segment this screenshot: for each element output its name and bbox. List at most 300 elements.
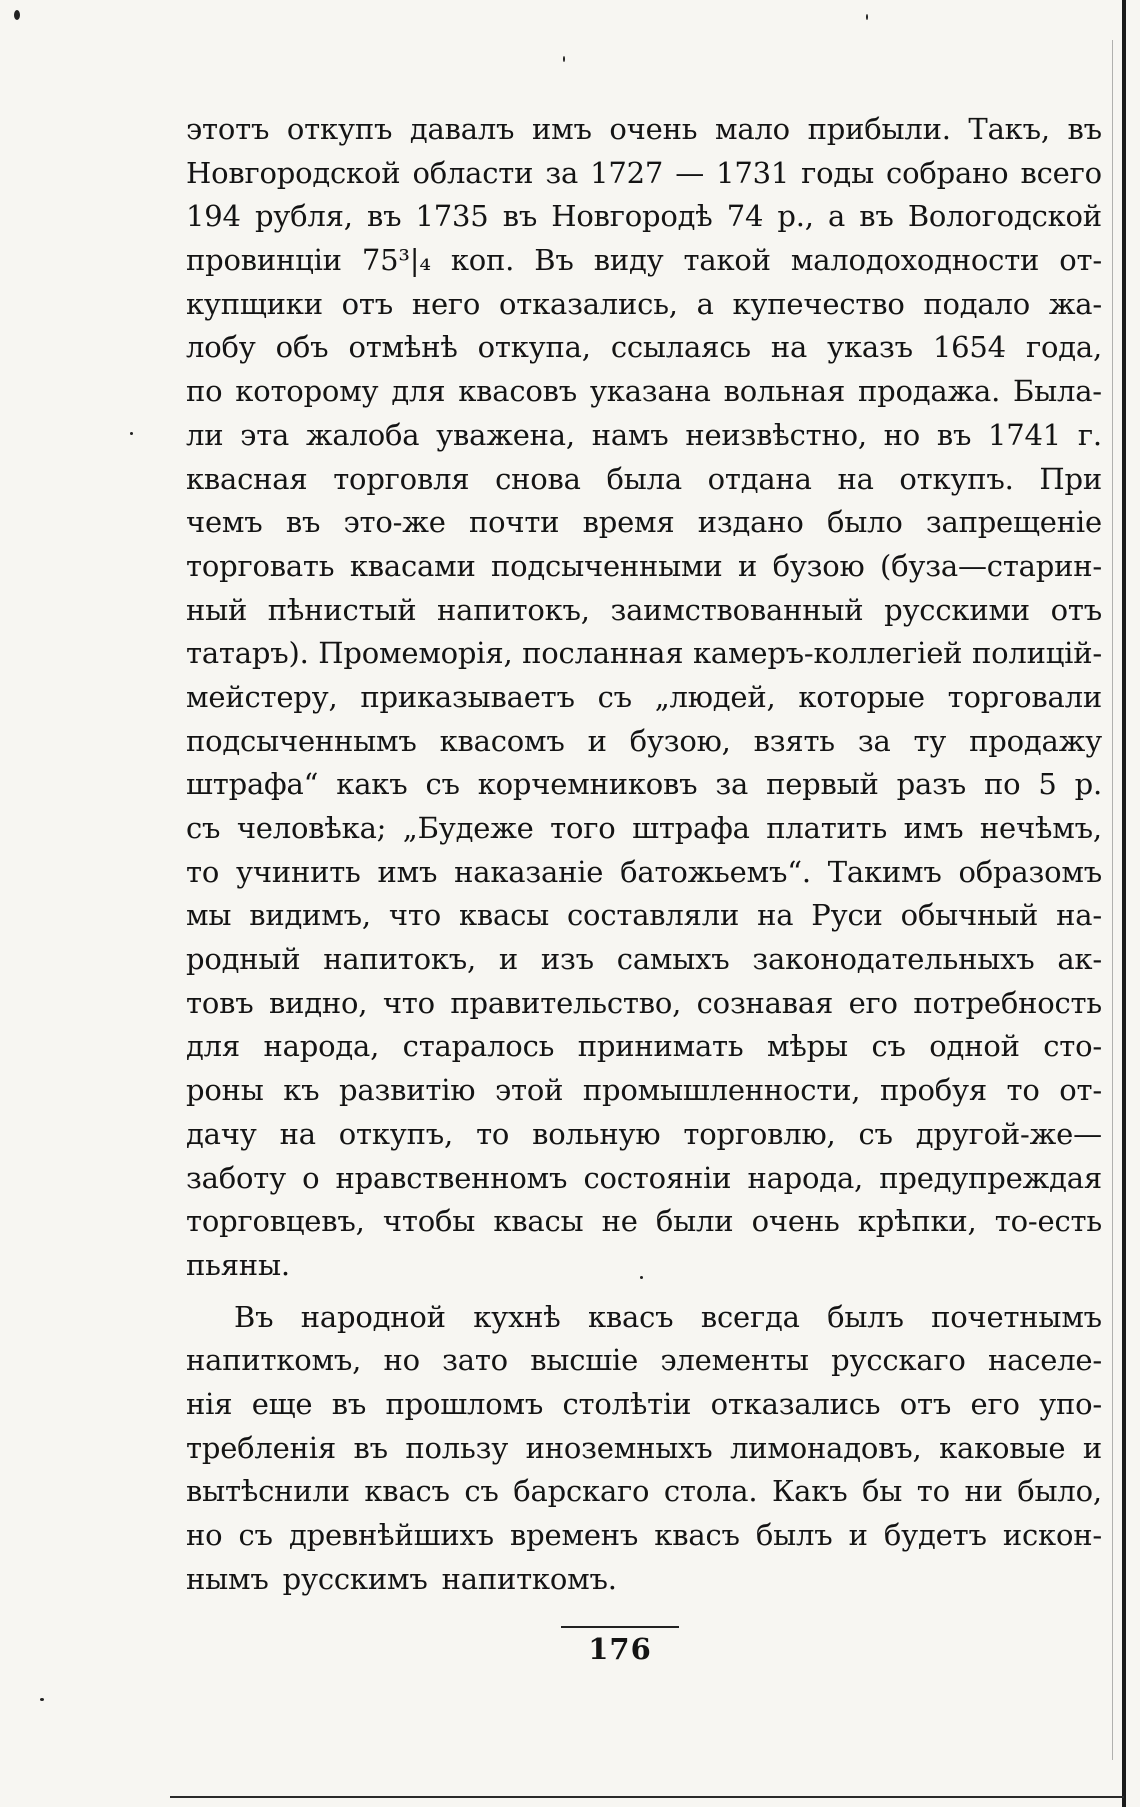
word: Въ	[234, 1299, 274, 1334]
word: другой-же—	[915, 1116, 1102, 1151]
word: еще	[251, 1386, 313, 1421]
word: будетъ	[883, 1518, 987, 1552]
word: штрафа“	[186, 767, 319, 802]
word: указъ	[827, 330, 913, 365]
word: откупъ.	[899, 461, 1014, 496]
word: Въ	[534, 243, 574, 278]
word: купщики	[186, 286, 323, 321]
text-line	[186, 545, 1102, 589]
text-line	[186, 632, 1102, 676]
word: законодательныхъ	[752, 942, 1035, 977]
word: состоянiи	[583, 1160, 732, 1195]
word: требленiя	[186, 1430, 336, 1465]
body-text	[186, 108, 1102, 1601]
word: торговлю,	[683, 1116, 836, 1151]
word: такой	[683, 243, 771, 278]
word: отдана	[707, 461, 812, 496]
word: въ	[353, 1430, 388, 1465]
word: Промеморiя,	[318, 636, 513, 671]
word: и	[1082, 1430, 1102, 1465]
word: съ	[871, 1029, 906, 1064]
word: съ	[464, 1474, 499, 1509]
page-number: 176	[588, 1632, 652, 1666]
word: барскаго	[513, 1474, 650, 1509]
word: за	[857, 723, 891, 758]
word: пробуя	[879, 1073, 987, 1108]
word: р.,	[777, 199, 814, 234]
word: малодоходности	[790, 243, 1040, 278]
word: запрещенiе	[925, 505, 1102, 540]
word: 1654	[932, 330, 1006, 365]
word: всего	[1020, 155, 1102, 190]
word: и	[587, 723, 607, 758]
text-line	[186, 720, 1102, 764]
text-line	[186, 1514, 1102, 1558]
word: полицiй-	[971, 636, 1102, 671]
word: подсыченными	[491, 548, 723, 583]
word: вольную	[532, 1116, 661, 1151]
word: неизвѣстно,	[685, 417, 867, 452]
page-edge-shadow	[1122, 0, 1126, 1807]
word: издано	[697, 505, 804, 540]
word: образомъ	[958, 854, 1102, 889]
word: от-	[1059, 243, 1102, 278]
word: съ	[425, 767, 460, 802]
word: въ	[936, 417, 972, 452]
text-line	[186, 458, 1102, 502]
word: высшiе	[530, 1343, 639, 1378]
word: подало	[923, 286, 1031, 321]
word: 1741	[988, 417, 1062, 452]
word: жа-	[1048, 286, 1102, 321]
word: что	[382, 985, 435, 1020]
word: от-	[1059, 1073, 1102, 1108]
word: ту	[913, 723, 947, 758]
word: ли	[186, 417, 224, 452]
word: приказываетъ	[360, 679, 575, 714]
text-line	[186, 807, 1102, 851]
word: народа,	[263, 1029, 380, 1064]
word: временъ	[510, 1518, 639, 1552]
word: нечѣмъ,	[979, 811, 1102, 845]
word: камеръ-коллегiей	[692, 636, 963, 671]
word: подсыченнымъ	[186, 723, 417, 758]
word: но	[186, 1518, 223, 1552]
word: него	[411, 286, 481, 321]
word: за	[545, 155, 579, 190]
word: которому	[235, 374, 379, 409]
word: При	[1039, 461, 1102, 496]
word: напитокъ,	[323, 942, 477, 977]
word: того	[550, 811, 616, 845]
word: давалъ	[409, 112, 515, 146]
text-line	[186, 676, 1102, 720]
word: по	[983, 767, 1021, 802]
word: съ	[186, 811, 221, 845]
word: торговля	[333, 461, 470, 496]
text-line	[186, 763, 1102, 807]
word: на	[837, 461, 874, 496]
word: видимъ,	[249, 898, 371, 933]
word: взять	[753, 723, 835, 758]
word: квасы	[458, 898, 550, 933]
text-line	[186, 195, 1102, 239]
word: была	[606, 461, 682, 496]
word: о	[302, 1160, 320, 1195]
word: въ	[1067, 112, 1102, 146]
word: народа,	[747, 1160, 864, 1195]
word: (буза—старин-	[880, 548, 1102, 583]
word: самыхъ	[616, 942, 730, 977]
text-line	[186, 1558, 1102, 1602]
word: не	[601, 1204, 638, 1239]
print-speck	[866, 14, 868, 20]
text-line	[186, 1427, 1102, 1471]
word: продажа.	[858, 374, 1001, 409]
word: Была-	[1013, 374, 1102, 409]
word: какъ	[336, 767, 408, 802]
word: —	[675, 155, 705, 190]
word: платить	[766, 811, 888, 845]
word: отъ	[341, 286, 394, 321]
word: ак-	[1057, 942, 1102, 977]
word: квасная	[186, 461, 308, 496]
word: въ	[859, 199, 894, 234]
word: ный	[186, 592, 248, 627]
word: каковые	[939, 1430, 1066, 1465]
word: квасы	[493, 1204, 584, 1239]
word: учинить	[235, 854, 361, 889]
word: населе-	[987, 1343, 1102, 1378]
word: составляли	[567, 898, 740, 933]
word: года,	[1025, 330, 1102, 365]
word: откупа,	[477, 330, 591, 365]
word: съ	[858, 1116, 893, 1151]
word: „людей,	[654, 679, 776, 714]
word: торговали	[947, 679, 1102, 714]
word: древнѣйшихъ	[288, 1518, 494, 1552]
word: 1727	[590, 155, 664, 190]
word: то	[476, 1116, 510, 1151]
word: принимать	[577, 1029, 744, 1064]
word: бы	[862, 1474, 903, 1509]
print-speck	[14, 10, 20, 20]
word: продажу	[969, 723, 1102, 758]
word: развитiю	[339, 1073, 476, 1108]
word: роны	[186, 1073, 264, 1108]
word: по	[186, 374, 223, 409]
word: на	[757, 898, 794, 933]
word: Какъ	[771, 1474, 848, 1509]
word: Такимъ	[827, 854, 942, 889]
word: съ	[597, 679, 632, 714]
word: было	[826, 505, 903, 540]
word: квасами	[349, 548, 476, 583]
text-line	[186, 1470, 1102, 1514]
word: нымъ	[186, 1561, 269, 1596]
word: это-же	[343, 505, 446, 540]
word: товъ	[186, 985, 254, 1020]
word: бузою,	[629, 723, 731, 758]
word: русскими	[884, 592, 1030, 627]
word: сто-	[1043, 1029, 1102, 1064]
word: стола.	[663, 1474, 758, 1509]
text-line	[186, 894, 1102, 938]
word: то	[916, 1474, 950, 1509]
word: вольная	[723, 374, 846, 409]
text-line	[186, 1339, 1102, 1383]
word: въ	[502, 199, 538, 234]
word: первый	[766, 767, 879, 802]
word: мѣры	[767, 1029, 848, 1064]
word: напиткомъ,	[186, 1343, 362, 1378]
word: имъ	[903, 811, 964, 845]
word: очень	[609, 112, 698, 146]
word: отмѣнѣ	[348, 330, 458, 365]
print-speck	[130, 432, 133, 435]
word: то	[1006, 1073, 1040, 1108]
word: къ	[283, 1073, 320, 1108]
word: эта	[240, 417, 290, 452]
word: очень	[751, 1204, 840, 1239]
word: дачу	[186, 1116, 257, 1151]
word: въ	[285, 505, 321, 540]
word: 75³|₄	[361, 243, 431, 278]
word: жалоба	[305, 417, 420, 452]
word: годы	[801, 155, 874, 190]
word: напитокъ,	[437, 592, 590, 627]
word: чтобы	[382, 1204, 476, 1239]
word: 5	[1038, 767, 1057, 802]
word: собрано	[886, 155, 1009, 190]
word: то	[186, 854, 220, 889]
word: посланная	[522, 636, 684, 671]
page-edge-line	[1112, 40, 1113, 1760]
word: татаръ).	[186, 636, 309, 671]
word: русскаго	[831, 1343, 966, 1378]
word: русскимъ	[282, 1561, 428, 1596]
text-line	[186, 1244, 1102, 1288]
word: за	[715, 767, 749, 802]
word: но	[883, 417, 921, 452]
text-line	[186, 501, 1102, 545]
word: были	[655, 1204, 734, 1239]
word: этотъ	[186, 112, 270, 146]
word: видно,	[268, 985, 368, 1020]
text-line	[186, 1025, 1102, 1069]
word: квасовъ	[458, 374, 578, 409]
word: рубля,	[254, 199, 353, 234]
word: откупъ	[286, 112, 393, 146]
word: его	[848, 985, 898, 1020]
word: провинцiи	[186, 243, 342, 278]
word: 1731	[716, 155, 790, 190]
word: заимствованный	[610, 592, 864, 627]
word: но	[383, 1343, 420, 1378]
word: на	[770, 330, 808, 365]
text-line	[186, 370, 1102, 414]
word: 194	[186, 199, 241, 234]
word: области	[412, 155, 534, 190]
word: что	[388, 898, 441, 933]
text-line	[186, 1200, 1102, 1244]
print-speck	[40, 1698, 44, 1701]
word: на	[279, 1116, 316, 1151]
word: Руси	[811, 898, 883, 933]
word: Такъ,	[968, 112, 1050, 146]
word: крѣпки,	[857, 1204, 977, 1239]
word: нiя	[186, 1386, 233, 1421]
word: зато	[442, 1343, 508, 1378]
word: былъ	[827, 1299, 904, 1334]
word: корчемниковъ	[477, 767, 698, 802]
text-line	[186, 982, 1102, 1026]
word: намъ	[591, 417, 669, 452]
word: всегда	[700, 1299, 800, 1334]
print-speck	[563, 56, 565, 62]
word: искон-	[1002, 1518, 1102, 1552]
word: мало	[715, 112, 790, 146]
word: пользу	[405, 1430, 509, 1465]
word: старалось	[402, 1029, 555, 1064]
text-line	[186, 589, 1102, 633]
word: промышленности,	[582, 1073, 861, 1108]
word: въ	[366, 199, 402, 234]
word: и	[498, 942, 519, 977]
word: виду	[593, 243, 664, 278]
text-line	[186, 283, 1102, 327]
word: а	[827, 199, 846, 234]
word: предупреждая	[879, 1160, 1102, 1195]
word: для	[186, 1029, 240, 1064]
text-line	[186, 326, 1102, 370]
word: правительство,	[450, 985, 682, 1020]
word: квасъ	[587, 1299, 674, 1334]
word: почти	[468, 505, 560, 540]
word: на-	[1056, 898, 1102, 933]
word: иноземныхъ	[525, 1430, 713, 1465]
word: Вологодской	[907, 199, 1102, 234]
word: прошломъ	[385, 1386, 544, 1421]
word: кухнѣ	[473, 1299, 561, 1334]
word: одной	[929, 1029, 1020, 1064]
word: торговать	[186, 548, 335, 583]
word: отъ	[1050, 592, 1102, 627]
word: былъ	[755, 1518, 833, 1552]
word: Новгородѣ	[551, 199, 713, 234]
word: то-есть	[994, 1204, 1102, 1239]
word: чемъ	[186, 505, 263, 540]
word: квасъ	[654, 1518, 740, 1552]
word: пѣнистый	[267, 592, 417, 627]
word: напиткомъ.	[441, 1561, 617, 1596]
word: и	[848, 1518, 868, 1552]
word: бузою	[772, 548, 865, 583]
word: обычный	[900, 898, 1039, 933]
word: разъ	[896, 767, 966, 802]
text-line	[186, 108, 1102, 152]
page-number-rule	[561, 1626, 679, 1628]
word: для	[391, 374, 446, 409]
word: снова	[495, 461, 581, 496]
word: отказались,	[498, 286, 678, 321]
text-line	[186, 1157, 1102, 1201]
word: пьяны.	[186, 1247, 290, 1282]
word: мы	[186, 898, 232, 933]
word: было,	[1017, 1474, 1102, 1509]
word: отказались	[710, 1386, 881, 1421]
word: сознавая	[696, 985, 834, 1020]
word: 1735	[415, 199, 489, 234]
word: наказанiе	[454, 854, 604, 889]
word: элементы	[660, 1343, 809, 1378]
word: указана	[589, 374, 711, 409]
word: упо-	[1039, 1386, 1102, 1421]
word: торговцевъ,	[186, 1204, 365, 1239]
word: почетнымъ	[931, 1299, 1102, 1334]
word: лимонадовъ,	[730, 1430, 922, 1465]
word: нравственномъ	[335, 1160, 568, 1195]
word: батожьемъ“.	[620, 854, 811, 889]
page-footer	[560, 1626, 680, 1666]
word: квасъ	[364, 1474, 450, 1509]
word: объ	[275, 330, 329, 365]
word: 74	[726, 199, 764, 234]
word: „Будеже	[402, 811, 534, 845]
text-line	[186, 239, 1102, 283]
text-line	[186, 414, 1102, 458]
word: ни	[964, 1474, 1003, 1509]
text-line	[186, 1383, 1102, 1427]
word: уважена,	[436, 417, 575, 452]
word: народной	[300, 1299, 446, 1334]
word: вытѣснили	[186, 1474, 350, 1509]
word: имъ	[377, 854, 438, 889]
word: прибыли.	[807, 112, 951, 146]
word: человѣка;	[236, 811, 387, 845]
word: купечество	[732, 286, 905, 321]
word: заботу	[186, 1160, 286, 1195]
word: а	[696, 286, 714, 321]
word: Новгородской	[186, 155, 401, 190]
word: квасомъ	[439, 723, 565, 758]
word: которые	[798, 679, 925, 714]
word: родный	[186, 942, 301, 977]
word: его	[970, 1386, 1020, 1421]
bottom-scan-edge	[170, 1796, 1124, 1798]
word: изъ	[540, 942, 594, 977]
word: коп.	[450, 243, 515, 278]
text-line	[186, 1113, 1102, 1157]
word: имъ	[531, 112, 592, 146]
word: время	[582, 505, 675, 540]
word: и	[737, 548, 758, 583]
word: откупъ,	[338, 1116, 454, 1151]
text-line	[186, 152, 1102, 196]
word: ссылаясь	[610, 330, 751, 365]
text-line	[186, 1296, 1102, 1340]
text-line	[186, 851, 1102, 895]
word: съ	[238, 1518, 273, 1552]
word: лобу	[186, 330, 256, 365]
paragraph-gap	[186, 1288, 1102, 1296]
text-line	[186, 938, 1102, 982]
word: штрафа	[632, 811, 750, 845]
word: мейстеру,	[186, 679, 338, 714]
word: столѣтiи	[562, 1386, 692, 1421]
word: въ	[331, 1386, 367, 1421]
word: этой	[494, 1073, 564, 1108]
